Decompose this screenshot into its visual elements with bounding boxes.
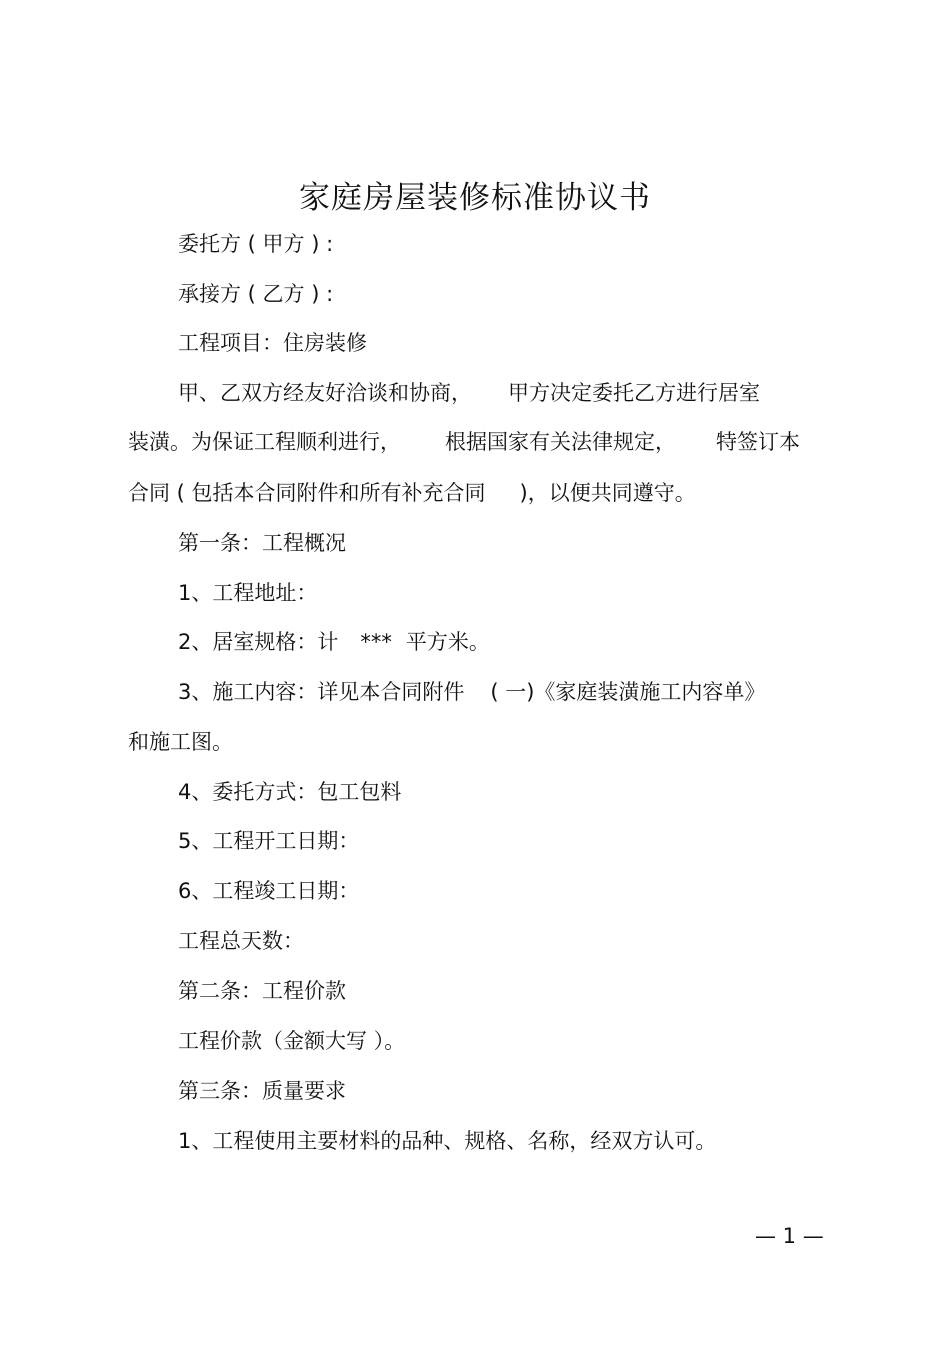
article-3-heading: 第三条：质量要求 [178, 1079, 346, 1103]
article-1-item-4: 4、委托方式：包工包料 [178, 780, 402, 804]
preamble-line-3-part-a: 合同 ( 包括本合同附件和所有补充合同 [128, 481, 486, 505]
article-2-price: 工程价款（金额大写 ）。 [178, 1029, 406, 1053]
project-line: 工程项目：住房装修 [178, 331, 367, 355]
article-3-item-1: 1、工程使用主要材料的品种、规格、名称，经双方认可。 [178, 1129, 717, 1153]
preamble-line-1 [178, 378, 760, 408]
article-1-heading: 第一条：工程概况 [178, 531, 346, 555]
preamble-line-1-part-b: 甲方决定委托乙方进行居室 [508, 381, 760, 405]
contractor-party-line: 承接方 ( 乙方 ) : [178, 282, 334, 306]
article-1-item-1: 1、工程地址： [178, 581, 318, 605]
article-1-item-3-part-b: ( 一)《家庭装潢施工内容单》 [490, 680, 766, 704]
document-title: 家庭房屋装修标准协议书 [299, 180, 651, 216]
article-1-item-3-continuation: 和施工图。 [128, 730, 233, 754]
article-1-item-2-part-a: 2、居室规格：计 [178, 630, 339, 654]
page-number: — 1 — [755, 1224, 824, 1248]
preamble-line-1-part-a: 甲、乙双方经友好洽谈和协商， [178, 381, 472, 405]
preamble-line-3 [128, 478, 696, 508]
article-1-item-6: 6、工程竣工日期： [178, 879, 360, 903]
article-1-item-2 [178, 627, 490, 657]
preamble-line-2 [128, 427, 800, 457]
article-2-heading: 第二条：工程价款 [178, 979, 346, 1003]
article-1-total-days: 工程总天数： [178, 929, 304, 953]
article-1-item-2-part-c: 平方米。 [405, 630, 490, 654]
client-party-line: 委托方 ( 甲方 ) : [178, 232, 334, 256]
preamble-line-2-part-b: 根据国家有关法律规定， [445, 430, 676, 454]
article-1-item-5: 5、工程开工日期： [178, 829, 360, 853]
preamble-line-2-part-a: 装潢。为保证工程顺利进行， [128, 430, 401, 454]
article-1-item-3 [178, 677, 765, 707]
preamble-line-2-part-c: 特签订本 [716, 430, 800, 454]
article-1-item-2-part-b: *** [360, 630, 392, 654]
article-1-item-3-part-a: 3、施工内容：详见本合同附件 [178, 680, 465, 704]
preamble-line-3-part-b: )，以便共同遵守。 [519, 481, 696, 505]
